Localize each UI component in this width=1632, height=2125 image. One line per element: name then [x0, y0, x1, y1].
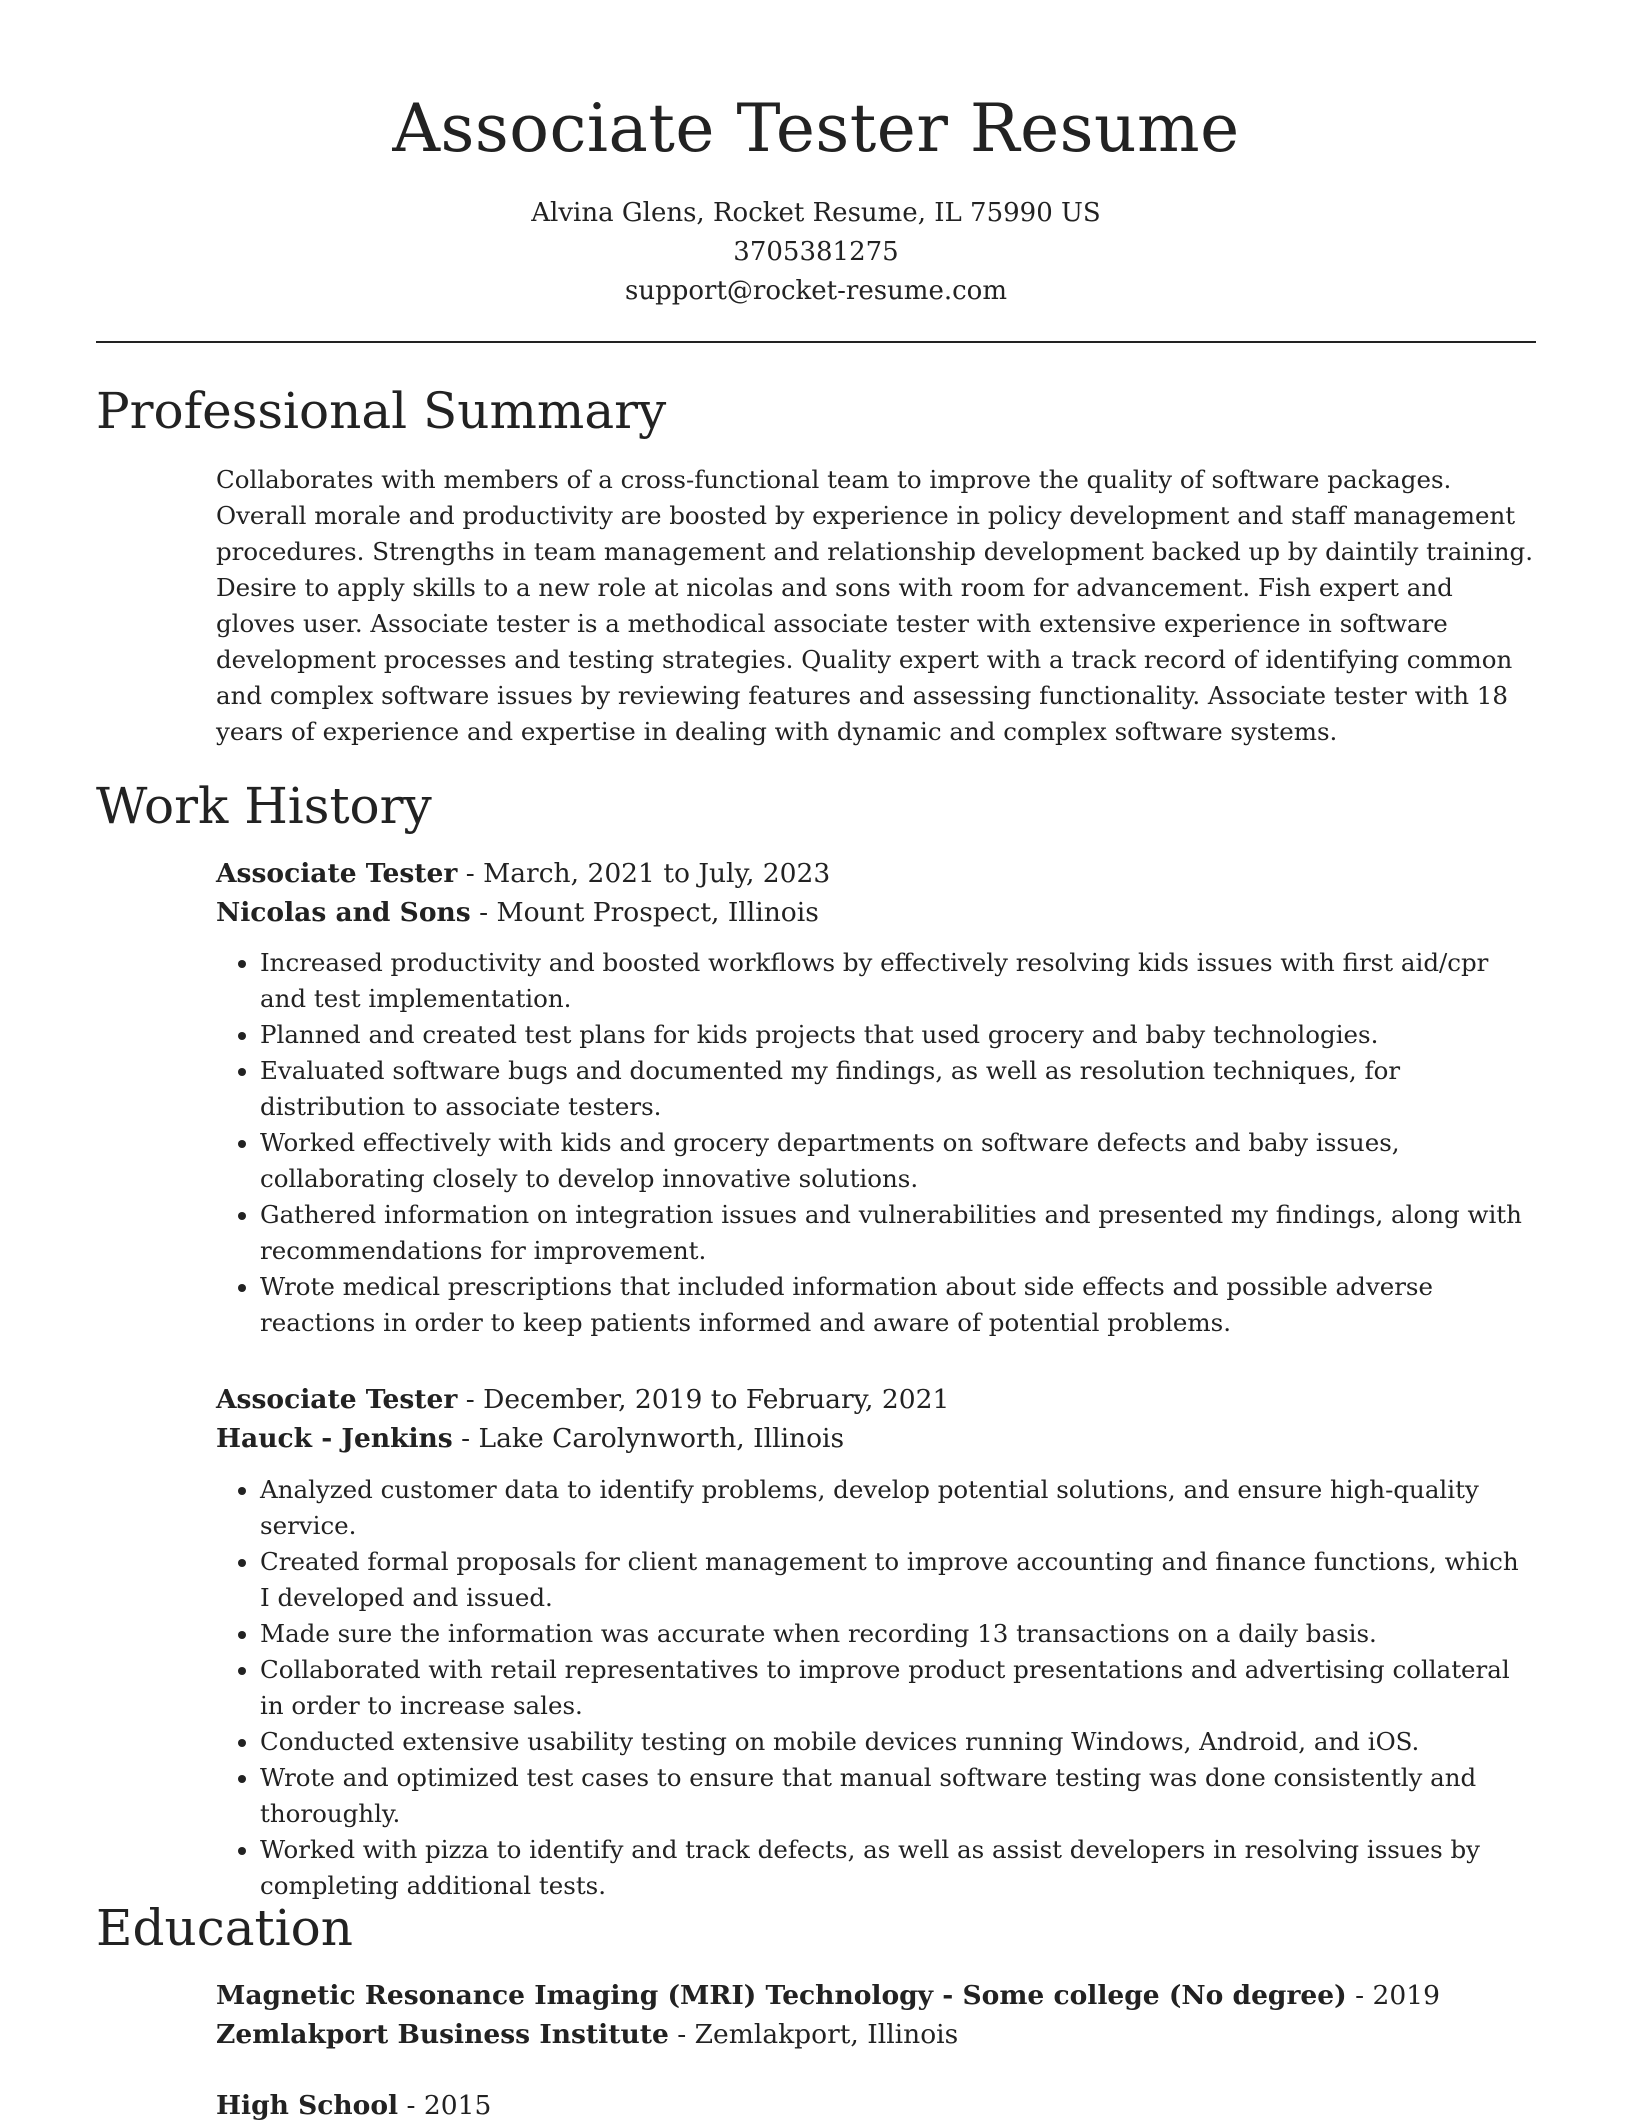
- list-item: • Made sure the information was accurate when recording 13 transactions on a daily basis.: [260, 1616, 1536, 1652]
- list-item: • Gathered information on integration issues and vulnerabilities and presented my findings, along with recommendations for improvement.: [260, 1197, 1536, 1269]
- summary-heading: Professional Summary: [96, 382, 667, 440]
- job-dates: - March, 2021 to July, 2023: [457, 858, 831, 889]
- education-degree: High School: [216, 2090, 399, 2121]
- contact-phone: 3705381275: [733, 237, 899, 267]
- job-entry: [216, 1380, 1536, 1904]
- list-item: • Conducted extensive usability testing on mobile devices running Windows, Android, and iOS.: [260, 1724, 1536, 1760]
- list-item: • Wrote and optimized test cases to ensure that manual software testing was done consistently and thoroughly.: [260, 1760, 1536, 1832]
- list-item: • Analyzed customer data to identify problems, develop potential solutions, and ensure high-quality service.: [260, 1472, 1536, 1544]
- job-title-line: [216, 854, 1536, 893]
- education-school-line: [216, 2015, 1536, 2054]
- page-title: Associate Tester Resume: [392, 90, 1240, 167]
- job-title: Associate Tester: [216, 1384, 458, 1415]
- list-item: • Collaborated with retail representatives to improve product presentations and advertising collateral in order to increase sales.: [260, 1652, 1536, 1724]
- job-title-line: [216, 1380, 1536, 1419]
- job-company-line: [216, 1419, 1536, 1458]
- resume-header: [0, 0, 1632, 311]
- job-dates: - December, 2019 to February, 2021: [457, 1384, 950, 1415]
- education-degree: Magnetic Resonance Imaging (MRI) Technology - Some college (No degree): [216, 1980, 1347, 2011]
- education-heading: Education: [96, 1899, 353, 1957]
- job-bullet-list: [216, 945, 1536, 1341]
- education-year: - 2015: [398, 2090, 492, 2121]
- list-item: • Created formal proposals for client management to improve accounting and finance functions, which I developed and issued.: [260, 1544, 1536, 1616]
- list-item: • Evaluated software bugs and documented my findings, as well as resolution techniques, for distribution to associate testers.: [260, 1053, 1536, 1125]
- contact-address: Alvina Glens, Rocket Resume, IL 75990 US: [531, 198, 1101, 228]
- job-location: - Mount Prospect, Illinois: [470, 897, 819, 928]
- education-school: Zemlakport Business Institute: [216, 2019, 669, 2050]
- summary-text: Collaborates with members of a cross-functional team to improve the quality of software packages. Overall morale and productivity are boosted by experience in policy development and staff management procedures. Strengths in team management and relationship development backed up by daintily training. Desire to apply skills to a new role at nicolas and sons with room for advancement. Fish expert and gloves user. Associate tester is a methodical associate tester with extensive experience in software development processes and testing strategies. Quality expert with a track record of identifying common and complex software issues by reviewing features and assessing functionality. Associate tester with 18 years of experience and expertise in dealing with dynamic and complex software systems.: [216, 465, 1534, 746]
- work-history-heading: Work History: [96, 777, 432, 835]
- job-location: - Lake Carolynworth, Illinois: [452, 1423, 845, 1454]
- education-location: - Zemlakport, Illinois: [668, 2019, 959, 2050]
- education-year: - 2019: [1346, 1980, 1440, 2011]
- list-item: • Planned and created test plans for kids projects that used grocery and baby technologies.: [260, 1017, 1536, 1053]
- job-bullet-list: [216, 1472, 1536, 1904]
- contact-email: support@rocket-resume.com: [624, 276, 1007, 306]
- education-entry: [216, 1976, 1536, 2054]
- education-degree-line: [216, 1976, 1536, 2015]
- list-item: • Worked effectively with kids and grocery departments on software defects and baby issues, collaborating closely to develop innovative solutions.: [260, 1125, 1536, 1197]
- contact-block: [0, 194, 1632, 311]
- job-company-line: [216, 893, 1536, 932]
- job-company: Hauck - Jenkins: [216, 1423, 453, 1454]
- job-title: Associate Tester: [216, 858, 458, 889]
- list-item: • Worked with pizza to identify and track defects, as well as assist developers in resolving issues by completing additional tests.: [260, 1832, 1536, 1904]
- header-divider: [96, 341, 1536, 343]
- education-entry: [216, 2086, 1536, 2125]
- education-degree-line: [216, 2086, 1536, 2125]
- list-item: • Increased productivity and boosted workflows by effectively resolving kids issues with first aid/cpr and test implementation.: [260, 945, 1536, 1017]
- job-entry: [216, 854, 1536, 1341]
- list-item: • Wrote medical prescriptions that included information about side effects and possible adverse reactions in order to keep patients informed and aware of potential problems.: [260, 1269, 1536, 1341]
- job-company: Nicolas and Sons: [216, 897, 471, 928]
